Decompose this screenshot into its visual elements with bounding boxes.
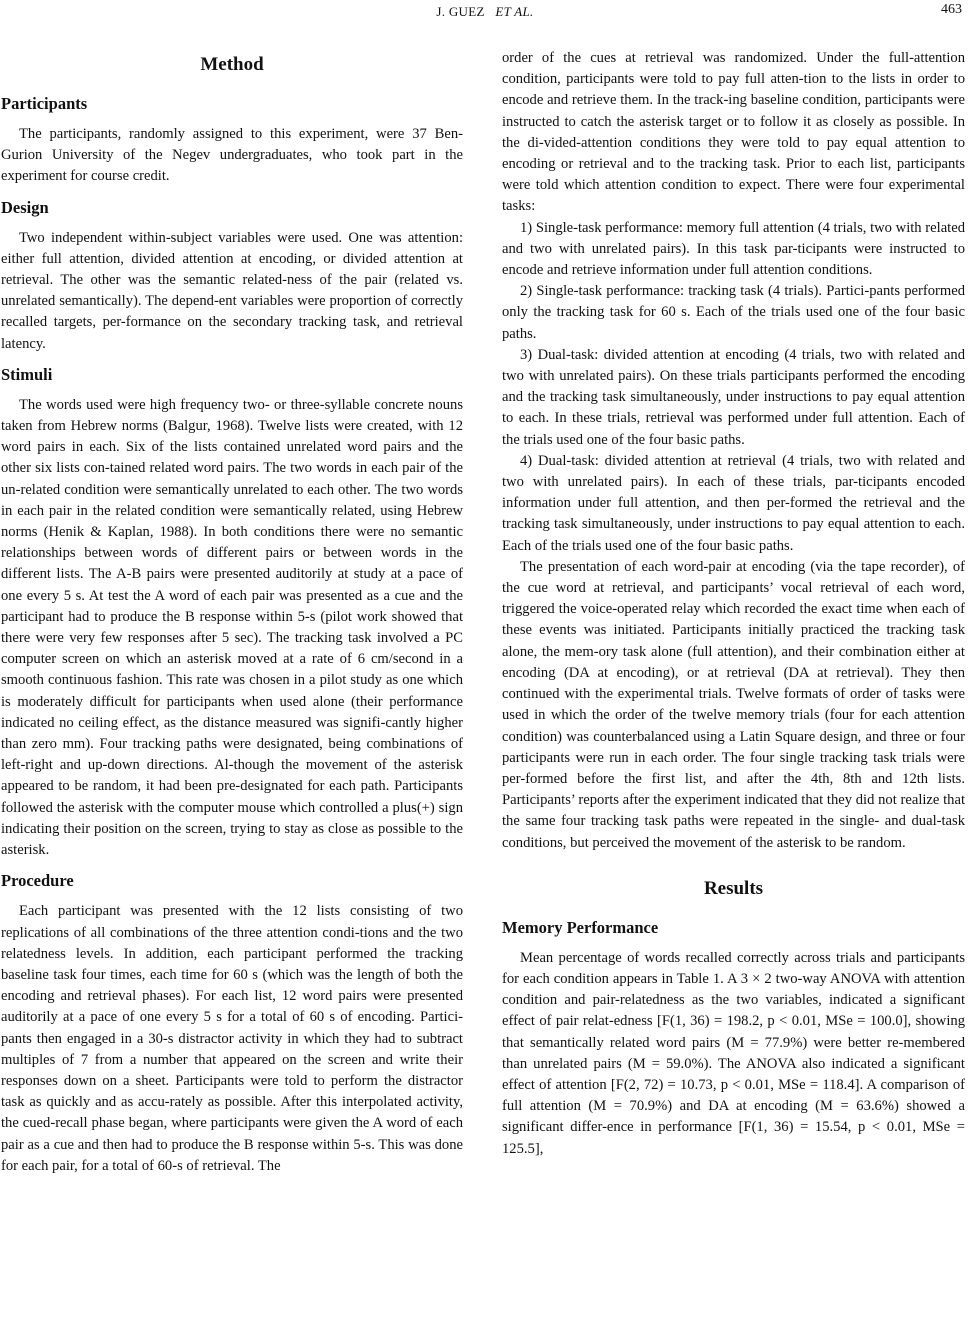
participants-paragraph: The participants, randomly assigned to this experiment, were 37 Ben-Gurion University of the Negev undergraduates, who took part in the experiment for course credit. xyxy=(1,126,463,185)
memory-performance-heading: Memory Performance xyxy=(502,917,659,937)
task-4-paragraph: 4) Dual-task: divided attention at retrieval (4 trials, two with related and two with unrelated pairs). In each of these trials, par-ticipants encoded information under full attention, and then per-formed the retrieval and the tracking task simultaneously, under instructions to pay equal attention to each. Each of the trials used one of the four basic paths. xyxy=(502,452,965,554)
stimuli-paragraph: The words used were high frequency two- or three-syllable concrete nouns taken from Hebrew norms (Balgur, 1968). Twelve lists were created, with 12 word pairs in each. Six of the lists contained unrelated word pairs and the other six lists con-tained related word pairs. The two words in each pair of the un-related condition were semantically unrelated to each other. The two words in each pair in the related condition were semantically related, using Hebrew norms (Henik & Kaplan, 1988). In both conditions there were no semantic relationships between words of different pairs or between words in the different lists. The A-B pairs were presented auditorily at study at a pace of one every 5 s. At test the A word of each pair was presented as a cue and the participant had to produce the B response within 5-s (pilot work showed that there were very few responses after 5 sec). The tracking task involved a PC computer screen on which an asterisk moved at a rate of 6 cm/second in a smooth continuous fashion. This rate was chosen in a pilot study as one which is moderately difficult for participants when used alone (their performance indicated no ceiling effect, as the distance measured was signifi-cantly higher than zero mm). Four tracking paths were designated, being combinations of left-right and up-down directions. Al-though the movement of the asterisk appeared to be random, it had been pre-designated for each path. Participants followed the asterisk with the computer mouse which controlled a plus(+) sign indicating their position on the screen, trying to stay as close as possible to the asterisk. xyxy=(1,396,463,859)
page-header xyxy=(0,0,970,24)
task-2-paragraph: 2) Single-task performance: tracking task (4 trials). Partici-pants performed only the tracking task for 60 s. Each of the trials used one of the four basic paths. xyxy=(502,283,965,342)
left-column xyxy=(1,50,463,1177)
page-number: 463 xyxy=(941,2,962,17)
right-column xyxy=(502,48,965,1160)
memory-performance-paragraph: Mean percentage of words recalled correctly across trials and participants for each condition appears in Table 1. A 3 × 2 two-way ANOVA with attention condition and pair-relatedness as the two variables, indicated a significant effect of pair relat-edness [F(1, 36) = 198.2, p < 0.01, MSe = 100.0], showing that semantically related word pairs (M = 77.9%) were better re-membered than unrelated pairs (M = 59.0%). The ANOVA also indicated a significant effect of attention [F(2, 72) = 10.73, p < 0.01, MSe = 118.4]. A comparison of full attention (M = 70.9%) and DA at encoding (M = 63.6%) showed a significant differ-ence in performance [F(1, 36) = 15.54, p < 0.01, MSe = 125.5], xyxy=(502,949,965,1157)
task-1-paragraph: 1) Single-task performance: memory full attention (4 trials, two with related and two with unrelated pairs). In this task par-ticipants were instructed to encode and retrieve information under full attention conditions. xyxy=(502,219,965,279)
running-head xyxy=(0,4,970,20)
design-paragraph: Two independent within-subject variables were used. One was attention: either full attention, divided attention at encoding, or divided attention at retrieval. The other was the semantic related-ness of the pair (related vs. unrelated semantically). The depend-ent variables were proportion of correctly recalled targets, per-formance on the secondary tracking task, and retrieval latency. xyxy=(1,229,463,352)
task-3-paragraph: 3) Dual-task: divided attention at encoding (4 trials, two with related and two with unrelated pairs). On these trials participants performed the encoding and the tracking task simultaneously, under instructions to pay equal attention to each. In these trials, retrieval was performed under full attention. Each of the trials used one of the four basic paths. xyxy=(502,346,965,448)
procedure-paragraph: Each participant was presented with the 12 lists consisting of two replications of all combinations of the three attention condi-tions and the two relatedness levels. In addition, each participant performed the tracking baseline task four times, each time for 60 s (which was the length of both the encoding and retrieval phases). For each list, 12 word pairs were presented auditorily at a pace of one every 5 s for a total of 60 s of encoding. Partici-pants then engaged in a 30-s distractor activity in which they had to subtract multiples of 7 from a number that appeared on the screen and write their responses down on a sheet. Participants were told to perform the distractor task as quickly and as accu-rately as possible. After this interpolated activity, the cued-recall phase began, where participants were given the A word of each pair as a cue and then had to produce the B response within 5-s. This was done for each pair, for a total of 60-s of retrieval. The xyxy=(1,903,463,1174)
running-head-author: J. GUEZ xyxy=(436,4,485,19)
procedure-continuation-paragraph: order of the cues at retrieval was randomized. Under the full-attention condition, participants were told to pay full atten-tion to the lists in order to encode and retrieve them. In the track-ing baseline condition, participants were instructed to catch the asterisk target or to follow it as closely as possible. In the di-vided-attention conditions they were told to pay equal attention to encoding or retrieval and to the tracking task. Prior to each list, participants were told which attention condition to expect. There were four experimental tasks: xyxy=(502,50,965,215)
results-heading: Results xyxy=(703,877,764,899)
procedure-heading: Procedure xyxy=(1,871,74,891)
method-heading: Method xyxy=(200,54,264,75)
design-heading: Design xyxy=(1,197,49,217)
running-head-etal: ET AL. xyxy=(495,4,534,19)
stimuli-heading: Stimuli xyxy=(1,364,53,384)
presentation-paragraph: The presentation of each word-pair at encoding (via the tape recorder), of the cue word at retrieval, and participants’ vocal retrieval of each word, triggered the voice-operated relay which recorded the exact time when each of these events was initiated. Participants initially practiced the tracking task alone, the mem-ory task alone (full attention), and their combination either at encoding (DA at encoding), or at retrieval (DA at retrieval). They then continued with the experimental trials. Twelve formats of order of tasks were used in which the order of the twelve memory trials (four for each attention condition) was counterbalanced using a Latin Square design, and three or four participants were run in each order. The four single tracking task trials were per-formed before the first list, and after the 4th, 8th and 12th lists. Participants’ reports after the experiment indicated that they did not realize that the same four tracking task paths were repeated in the single- and dual-task conditions, but perceived the movement of the asterisk to be random. xyxy=(502,558,965,851)
participants-heading: Participants xyxy=(1,94,88,113)
